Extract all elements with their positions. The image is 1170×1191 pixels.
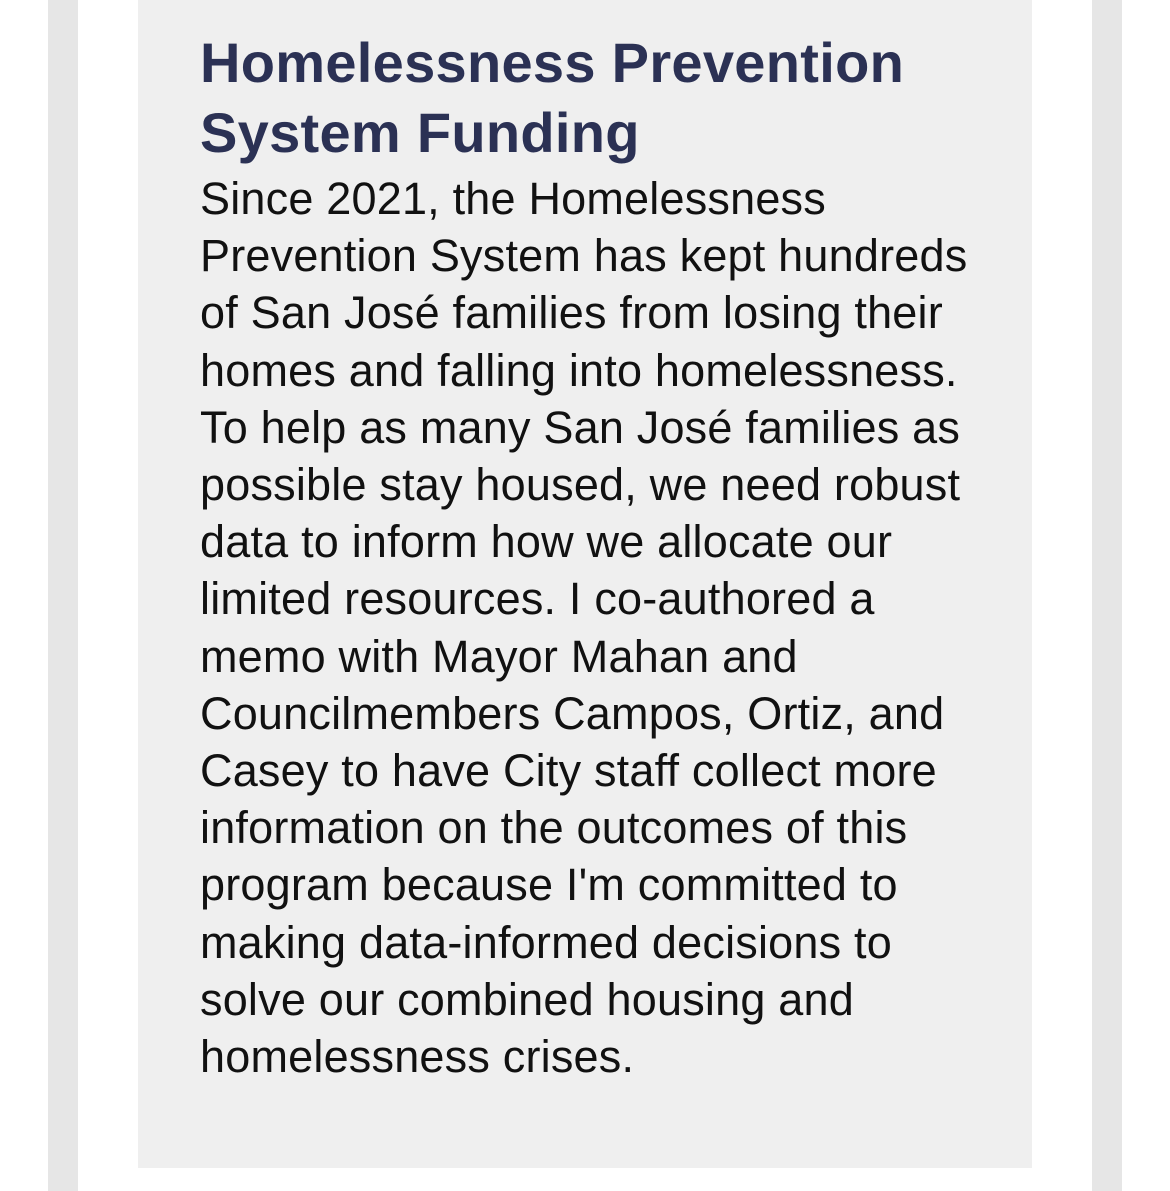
article-body: Since 2021, the Homelessness Prevention System has kept hundreds of San José families from losing their homes and falling into homelessness. To help as many San José families as possible stay housed, we need robust data to inform how we allocate our limited resources. I co-authored a memo with Mayor Mahan and Councilmembers Campos, Ortiz, and Casey to have City staff collect more information on the outcomes of this program because I'm committed to making data-informed decisions to solve our combined housing and homelessness crises. <box>200 173 968 1083</box>
page-frame <box>48 0 1122 1191</box>
article <box>200 28 990 1085</box>
page-inner <box>78 0 1092 1191</box>
article-title: Homelessness Prevention System Funding <box>200 31 905 164</box>
content-card <box>138 0 1032 1168</box>
